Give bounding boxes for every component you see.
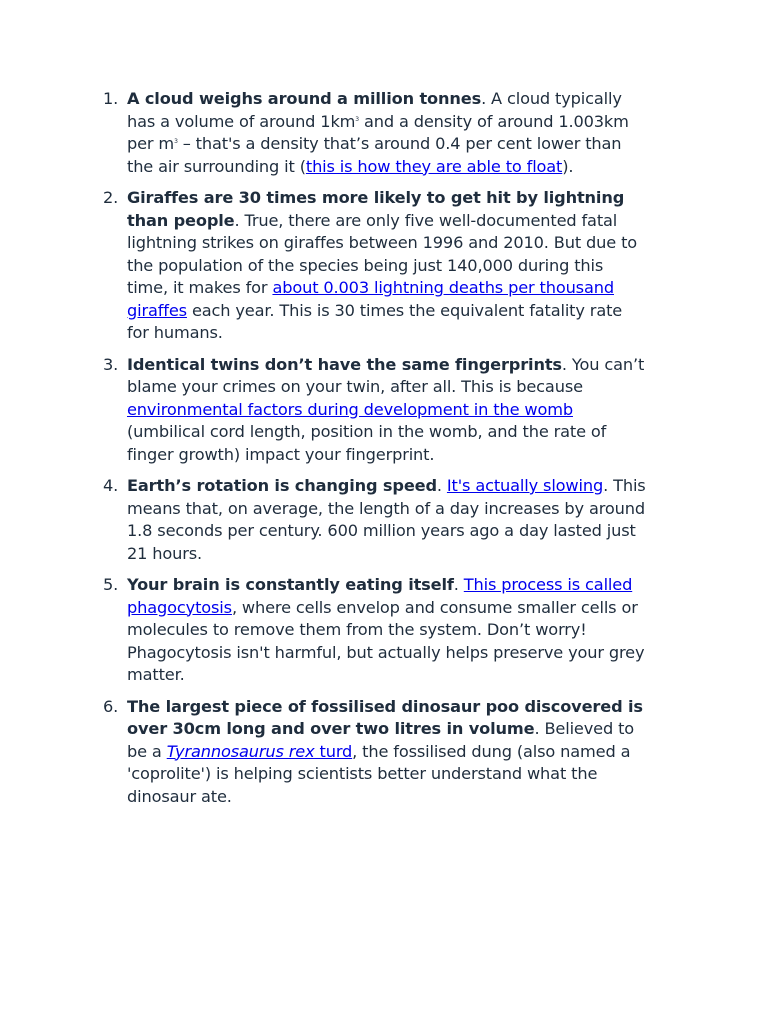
environmental-factors-link[interactable]: environmental factors during development in the womb xyxy=(127,399,573,419)
fact-text: . This means that, on average, the length of a day increases by around 1.8 seconds per century. 600 million years ago a day lasted just 21 hours. xyxy=(127,476,646,563)
fact-text: – that's a density that’s around 0.4 per cent lower than the air surrounding it ( xyxy=(127,134,622,176)
fact-text: . A cloud typically has a volume of around 1km xyxy=(127,89,622,131)
fact-title: A cloud weighs around a million tonnes xyxy=(127,89,482,108)
fact-text: . You can’t blame your crimes on your twin, after all. This is because xyxy=(127,354,645,396)
fact-text: and a density of around 1.003km per m xyxy=(127,111,629,153)
fact-title: The largest piece of fossilised dinosaur poo discovered is over 30cm long and over two litres in volume xyxy=(127,696,643,738)
superscript: 3 xyxy=(355,115,359,123)
list-number: 3. xyxy=(103,354,119,374)
fact-text: . xyxy=(453,575,464,594)
list-item xyxy=(103,696,647,809)
lightning-deaths-link[interactable]: about 0.003 lightning deaths per thousand giraffes xyxy=(127,278,614,320)
link-italic-text: Tyrannosaurus rex xyxy=(166,741,315,761)
float-link[interactable]: this is how they are able to float xyxy=(305,156,563,176)
phagocytosis-link[interactable]: This process is called phagocytosis xyxy=(127,575,633,617)
slowing-link[interactable]: It's actually slowing xyxy=(446,476,604,495)
list-item xyxy=(103,187,647,345)
fact-text: . True, there are only five well-documented fatal lightning strikes on giraffes between 1996 and 2010. But due to the population of the species being just 140,000 during this time, it makes for xyxy=(127,210,638,297)
fact-text: . Believed to be a xyxy=(127,719,635,761)
fact-title: Your brain is constantly eating itself xyxy=(127,575,454,594)
fact-text: ). xyxy=(562,156,574,176)
list-number: 6. xyxy=(103,696,119,716)
fact-text: , the fossilised dung (also named a 'coprolite') is helping scientists better understand what the dinosaur ate. xyxy=(127,741,631,806)
list-number: 2. xyxy=(103,188,119,207)
list-item xyxy=(103,574,647,687)
trex-turd-link[interactable] xyxy=(167,742,352,761)
link-text: turd xyxy=(314,741,353,761)
list-item xyxy=(103,88,647,178)
list-item xyxy=(103,475,647,565)
fact-title: Giraffes are 30 times more likely to get hit by lightning than people xyxy=(127,188,625,230)
fact-text: (umbilical cord length, position in the womb, and the rate of finger growth) impact your fingerprint. xyxy=(127,422,607,464)
fact-title: Identical twins don’t have the same fingerprints xyxy=(127,354,562,374)
fact-text: . xyxy=(436,476,447,495)
list-number: 1. xyxy=(103,89,119,108)
list-number: 5. xyxy=(103,575,119,594)
fact-title: Earth’s rotation is changing speed xyxy=(127,476,437,495)
list-number: 4. xyxy=(103,476,119,495)
superscript: 3 xyxy=(174,138,178,145)
fact-text: , where cells envelop and consume smaller cells or molecules to remove them from the system. Don’t worry! Phagocytosis isn't harmful, but actually helps preserve your grey matter. xyxy=(127,597,645,684)
facts-list xyxy=(103,88,647,817)
fact-text: each year. This is 30 times the equivalent fatality rate for humans. xyxy=(127,300,623,342)
list-item xyxy=(103,354,647,467)
